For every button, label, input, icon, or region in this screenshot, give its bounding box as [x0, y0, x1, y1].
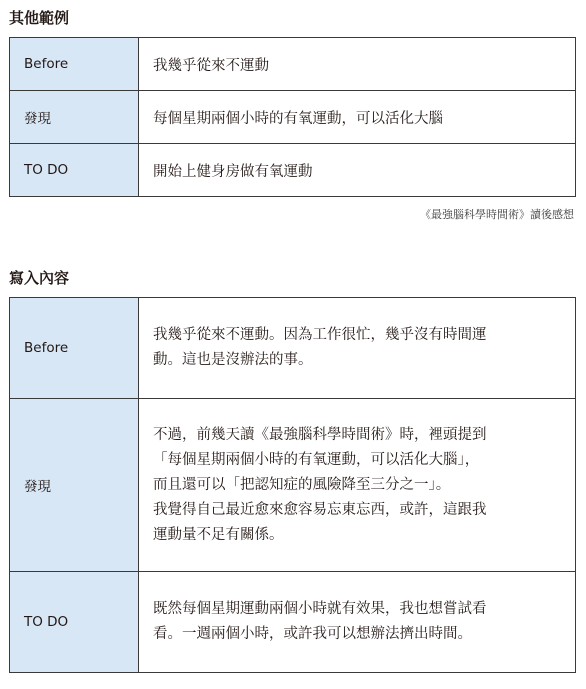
text-line: 而且還可以「把認知症的風險降至三分之一」。 [153, 476, 451, 493]
row-content-before: 我幾乎從來不運動 [139, 38, 576, 91]
row-content-todo: 開始上健身房做有氧運動 [139, 144, 576, 197]
example-section-title: 其他範例 [9, 9, 70, 27]
row-content-todo [139, 572, 576, 673]
text-line: 運動量不足有關係。 [153, 526, 284, 543]
table-row [10, 572, 576, 673]
row-label-before: Before [10, 298, 139, 399]
row-content-before [139, 298, 576, 399]
row-label-todo: TO DO [10, 144, 139, 197]
table-row [10, 298, 576, 399]
example-table [9, 37, 576, 197]
row-label-discovery: 發現 [10, 91, 139, 144]
table-row [10, 91, 576, 144]
text-line: 我覺得自己最近愈來愈容易忘東忘西，或許，這跟我 [153, 501, 487, 518]
row-label-before: Before [10, 38, 139, 91]
text-line: 「每個星期兩個小時的有氧運動，可以活化大腦」， [153, 451, 480, 468]
text-line: 既然每個星期運動兩個小時就有效果，我也想嘗試看 [153, 601, 487, 617]
text-line: 我幾乎從來不運動。因為工作很忙，幾乎沒有時間運 [153, 327, 487, 343]
table-row [10, 399, 576, 572]
text-line: 不過，前幾天讀《最強腦科學時間術》時，裡頭提到 [153, 426, 487, 443]
row-label-discovery: 發現 [10, 399, 139, 572]
source-citation: 《最強腦科學時間術》讀後感想 [420, 208, 574, 221]
write-in-table [9, 297, 576, 673]
row-content-discovery: 每個星期兩個小時的有氧運動，可以活化大腦 [139, 91, 576, 144]
write-in-section-title: 寫入內容 [9, 269, 70, 287]
text-line: 看。一週兩個小時，或許我可以想辦法擠出時間。 [153, 626, 472, 642]
row-label-todo: TO DO [10, 572, 139, 673]
text-line: 動。這也是沒辦法的事。 [153, 352, 313, 368]
table-row [10, 38, 576, 91]
row-content-discovery [139, 399, 576, 572]
table-row [10, 144, 576, 197]
